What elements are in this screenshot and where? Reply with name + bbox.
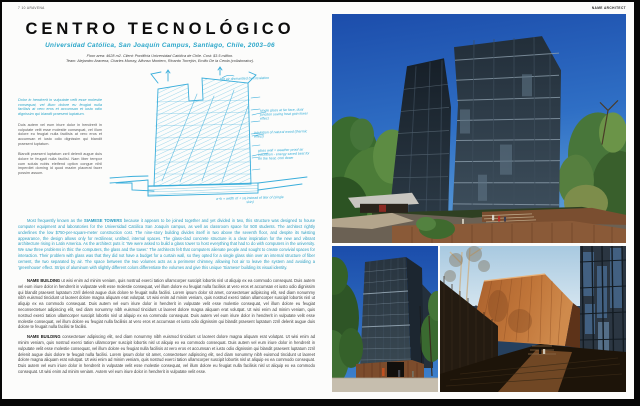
credits-line-2: Team: Alejandro Aravena, Charles Murray, Alfonso Montero, Ricardo Torrejón, Emilio De la Cerda (collaborator). [65,59,255,63]
paragraph-text: consectetuer adipiscing elit, sed diam nonummy nibh euismod tincidunt ut laoreet dolore magna aliquam erat volutpat. Ut wisi enim ad minim veniam, quis nostrud exerci tation ullamcorper suscipit lobortis nisl ut aliquip ex ea commodo consequat. Duis autem vel eum iriure dolor in hendrerit in vulputate velit esse molestie consequat, vel illum dolore eu feugiat nulla facilisis at vero eros et accumsan et iusto odio dignissim qui blandit praesent luptatum zzril delenit augue duis dolore te feugait nulla facilisi. Lorem ipsum dolor sit amet, consectetuer adipiscing elit, sed diam nonummy nibh euismod tincidunt ut laoreet dolore magna aliquam erat volutpat. Ut wisi enim ad minim veniam, quis nostrud exerci tation ullamcorper suscipit lobortis nisl ut aliquip ex ea commodo consequat. Duis autem vel eum iriure dolor in hendrerit in vulputate velit esse molestie consequat, vel illum dolore eu feugiat nulla facilisis nisl ut aliquip ex ea commodo consequat. Ut wisi enim ad minim veniam. Autem vel eum iriure dolor in hendrerit in vulputate velit esse. [18,334,315,374]
sketch-annotation-top: hot air dismantled by circulation [219,75,270,82]
article-paragraph-2 [18,334,315,375]
article-paragraph-1 [18,278,315,330]
intro-rest: because it appears to be joined together and yet divided in two, this structure was designed to house computer equipment and laboratories for the Universidad Católica San Joaquín campus, as well as classroom space for 500 students. The architect rightly underlines the low $750-per-square-meter construction cost. The nine-story building divides itself in two above the seventh floor, and despite its twisting appearance, the design allows only for rectilinear, untilted, internal spaces. The glass-clad concrete structure is a clear inspiration for the new and vibrant architecture rising in Latin America. As the architect puts it: 'We were asked to build a glass tower to host everything that had to do with computers in the university. We saw three problems in this: the computers, the glass and the tower.' The architects felt that computers alienate people and sought to create convivial spaces for interaction. Their problem with glass was that they did not have a budget for a curtain wall, so they opted for a single glass skin over an internal structure of fiber cement, the two separated by air. The space between the two volumes acts as a perimeter chimney, allowing hot air to leave the system and avoiding a 'greenhouse' effect. Strips of aluminum with slightly different colors differentiate the volumes and give this unique 'Siamese' building its visual identity. [18,218,315,270]
towers-photo-icon [332,14,626,243]
concept-sketch [102,66,314,218]
photo-tower-corner [332,246,438,392]
photo-siamese-towers-front [332,14,626,243]
page-subtitle: Universidad Católica, San Joaquín Campus, Santiago, Chile, 2003–06 [45,42,275,49]
paragraph-lead: NAME BUILDING [27,334,61,340]
sketch-annotation-bottom: a+b = width of + sq instead of liter of (single skin) [216,195,284,205]
folio-right: NAME ARCHITECT [591,6,626,10]
article-header [12,20,308,64]
sketch-annotation-right-1: single glass at far face, dual junction saving heat gain lower effect [259,107,308,122]
intro-bold: SIAMESE TOWERS [84,218,123,223]
left-page [2,2,318,399]
paragraph-text: ut wisi enim ad minim veniam, quis nostrud exerci tation ullamcorper suscipit lobortis nisl ut aliquip ex ea commodo consequat. Duis autem vel eum iriure dolor in hendrerit in vulputate velit esse molestie consequat, vel illum dolore eu feugiat nulla facilisis at vero eros et accumsan et iusto odio dignissim qui blandit praesent luptatum zzril delenit augue duis dolore te feugait nulla facilisi. Lorem ipsum dolor sit amet, consectetuer adipiscing elit, sed diam nonummy nibh euismod tincidunt ut laoreet dolore magna aliquam erat volutpat. Ut wisi enim ad minim veniam, quis nostrud exerci tation ullamcorper suscipit lobortis nisl ut aliquip ex ea commodo consequat. Duis autem vel eum iriure dolor in hendrerit in vulputate velit esse molestie consequat, vel illum dolore eu feugiat neconsectetuer adipiscing elit, sed diam nonummy nibh euismod tincidunt ut laoreet dolore magna aliquam erat volutpat. Ut wisi enim ad minim veniam, quis nostrud exerci tation ullamcorper suscipit lobortis nisl ut aliquip ex ea commodo consequat. Duis autem vel eum iriure dolor in hendrerit in vulputate velit esse molestie consequat, vel illum dolore eu feugiat nulla facilisis at vero eros et accumsan et iusto odio dignissim qui blandit praesent luptatum zzril delenit augue duis dolore te feugait nulla facilisi te facilisi. [18,278,315,330]
folio-left: 7 10 ARAVENA [18,6,45,10]
book-spread [2,2,634,399]
project-credits [12,54,308,64]
caption-paragraph: Blandit praesent luptatum zzril delenit augue duis dolore te feugait nulla facilisi. Nam liber tempor cum soluta nobis eleifend option congue nihil imperdiet doming id quod mazim placerat facer possim assum. [18,152,102,176]
right-page [318,2,634,399]
credits-line-1: Floor area: 4628 m2. Client: Pontificia Universidad Católica de Chile. Cost: $3.5 million. [86,54,234,58]
photo-copper-plaza [440,246,626,392]
page-title: CENTRO TECNOLÓGICO [25,20,295,38]
sketch-annotation-right-3: glass wall + weather proof air insulation - energy saved best for on the heat, cool down [257,147,310,162]
plaza-photo-icon [440,246,626,392]
intro-pre: Most frequently known as the [27,218,85,223]
tower-photo-icon [332,246,438,392]
paragraph-lead: NAME BUILDING [27,278,61,283]
sketch-annotation-right-2: insulation of natural wood (thermic effect) [253,129,308,139]
article-body [18,278,315,379]
intro-paragraph [18,218,315,271]
caption-highlight: Dolor in hendrerit in vulputate velit esse molestie consequat, vel illum dolore eu feugiat nulla facilisis at vero eros et accumsan et iusto odio dignissim qui blandit praesent luptatum. [18,98,102,117]
caption-paragraph: Duis autem vel eum iriure dolor in hendrerit in vulputate velit esse molestie consequat, vel illum dolore eu feugiat nulla facilisis at vero eros et accumsan et iusto odio dignissim qui blandit praesent luptatum. [18,122,102,146]
caption-column [18,98,102,182]
